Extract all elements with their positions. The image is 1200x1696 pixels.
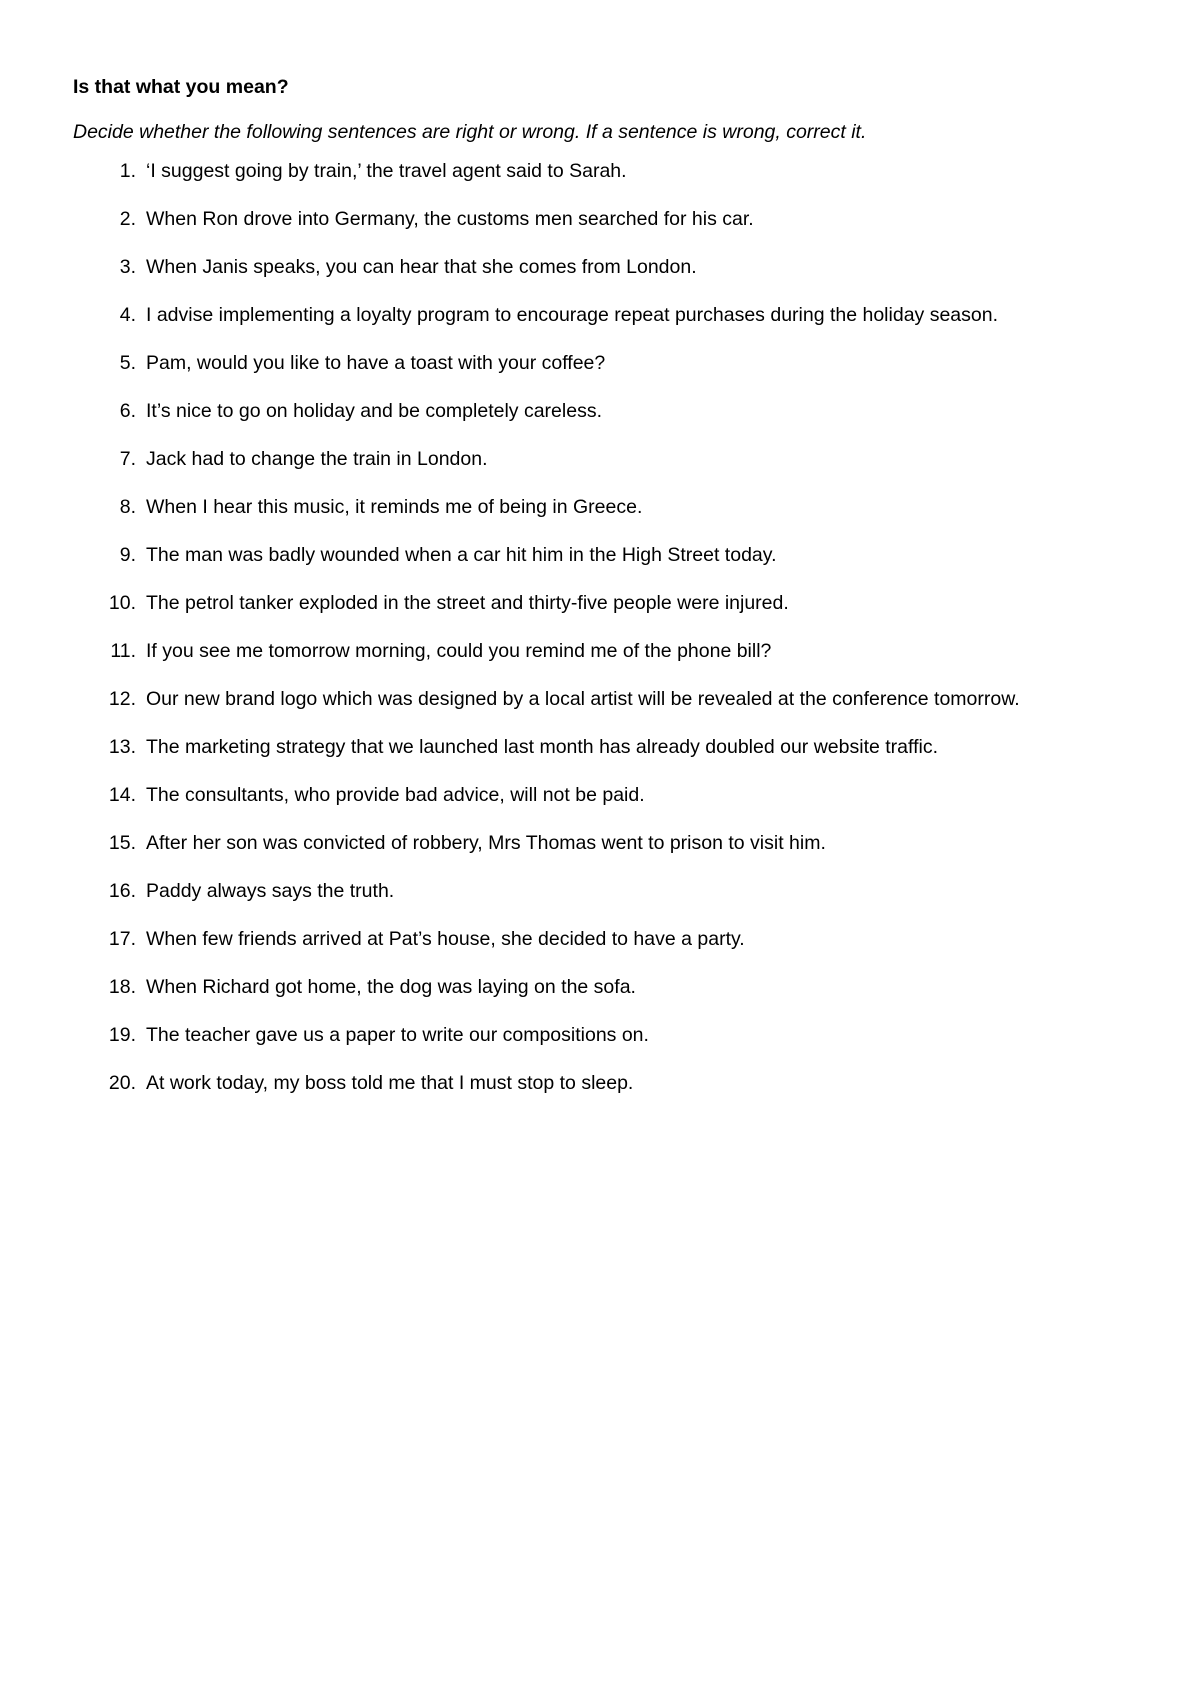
- list-item: [73, 155, 1134, 187]
- item-text: Our new brand logo which was designed by a local artist will be revealed at the conference tomorrow.: [146, 688, 1020, 710]
- item-number: 7.: [119, 448, 136, 470]
- list-item: [73, 347, 1134, 379]
- item-text: Pam, would you like to have a toast with your coffee?: [146, 352, 606, 374]
- item-number: 4.: [119, 304, 136, 326]
- item-text: Paddy always says the truth.: [146, 880, 395, 902]
- item-number: 17.: [108, 928, 136, 950]
- list-item: [73, 587, 1134, 619]
- list-item: [73, 491, 1134, 523]
- item-text: If you see me tomorrow morning, could you remind me of the phone bill?: [146, 640, 772, 662]
- item-text: When few friends arrived at Pat’s house, she decided to have a party.: [146, 928, 745, 950]
- item-number: 3.: [119, 256, 136, 278]
- list-item: [73, 443, 1134, 475]
- item-text: The man was badly wounded when a car hit him in the High Street today.: [146, 544, 777, 566]
- item-number: 11.: [110, 640, 136, 662]
- item-number: 15.: [108, 832, 136, 854]
- list-item: [73, 251, 1134, 283]
- list-item: [73, 1019, 1134, 1051]
- item-number: 13.: [108, 736, 136, 758]
- list-item: [73, 203, 1134, 235]
- item-number: 10.: [108, 592, 136, 614]
- instructions: Decide whether the following sentences are right or wrong. If a sentence is wrong, correct it.: [73, 121, 867, 143]
- item-text: When Janis speaks, you can hear that she comes from London.: [146, 256, 697, 278]
- item-number: 9.: [119, 544, 136, 566]
- item-text: When Richard got home, the dog was laying on the sofa.: [146, 976, 636, 998]
- list-item: [73, 827, 1134, 859]
- exercise-list: [73, 155, 1134, 1099]
- list-item: [73, 731, 1134, 763]
- page-title: Is that what you mean?: [73, 76, 289, 98]
- item-text: I advise implementing a loyalty program to encourage repeat purchases during the holiday season.: [146, 304, 999, 326]
- item-number: 2.: [119, 208, 136, 230]
- item-number: 8.: [119, 496, 136, 518]
- item-text: At work today, my boss told me that I must stop to sleep.: [146, 1072, 634, 1094]
- item-number: 16.: [108, 880, 136, 902]
- item-number: 5.: [119, 352, 136, 374]
- list-item: [73, 1067, 1134, 1099]
- item-number: 19.: [108, 1024, 136, 1046]
- item-text: Jack had to change the train in London.: [146, 448, 488, 470]
- list-item: [73, 635, 1134, 667]
- list-item: [73, 779, 1134, 811]
- item-text: The marketing strategy that we launched last month has already doubled our website traffic.: [146, 736, 938, 758]
- item-text: The petrol tanker exploded in the street and thirty-five people were injured.: [146, 592, 789, 614]
- list-item: [73, 683, 1134, 715]
- list-item: [73, 395, 1134, 427]
- item-text: ‘I suggest going by train,’ the travel agent said to Sarah.: [146, 160, 627, 182]
- item-number: 6.: [119, 400, 136, 422]
- item-text: The consultants, who provide bad advice, will not be paid.: [146, 784, 645, 806]
- item-text: When Ron drove into Germany, the customs men searched for his car.: [146, 208, 754, 230]
- list-item: [73, 539, 1134, 571]
- item-text: It’s nice to go on holiday and be completely careless.: [146, 400, 602, 422]
- item-number: 12.: [108, 688, 136, 710]
- item-number: 14.: [108, 784, 136, 806]
- item-number: 1.: [119, 160, 136, 182]
- list-item: [73, 875, 1134, 907]
- list-item: [73, 299, 1134, 331]
- list-item: [73, 971, 1134, 1003]
- item-text: When I hear this music, it reminds me of being in Greece.: [146, 496, 643, 518]
- item-text: The teacher gave us a paper to write our compositions on.: [146, 1024, 649, 1046]
- item-number: 18.: [108, 976, 136, 998]
- item-text: After her son was convicted of robbery, Mrs Thomas went to prison to visit him.: [146, 832, 826, 854]
- item-number: 20.: [108, 1072, 136, 1094]
- list-item: [73, 923, 1134, 955]
